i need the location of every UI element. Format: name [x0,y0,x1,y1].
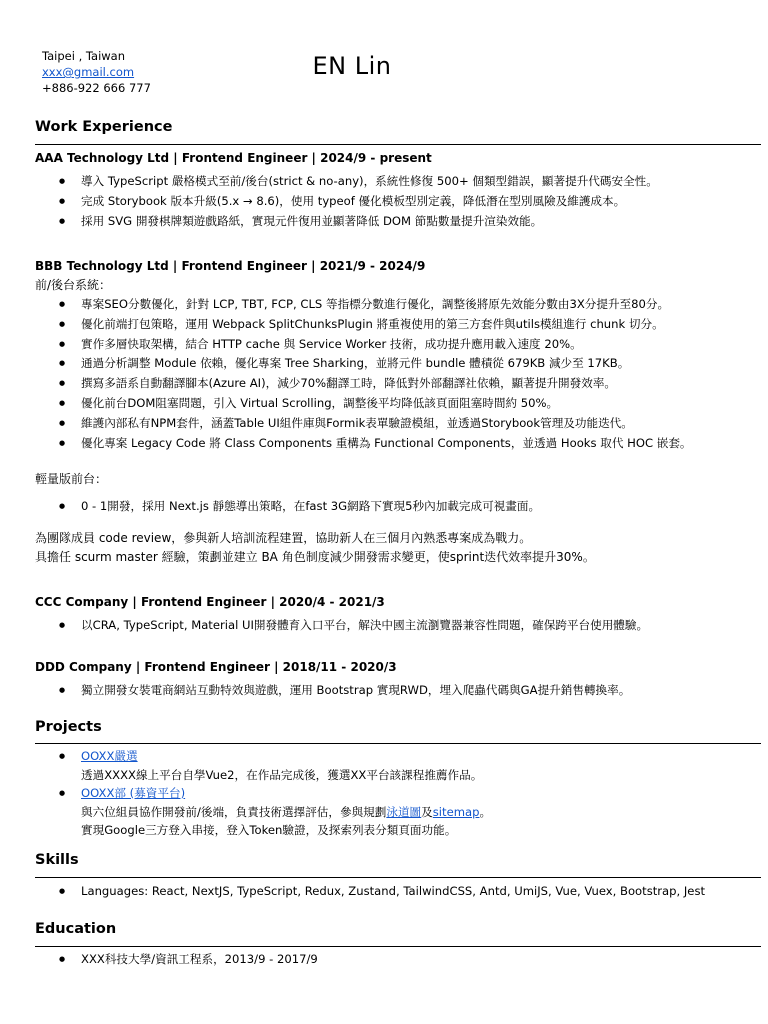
bullet-icon: ● [59,789,66,797]
list-item: ● 通過分析調整 Module 依賴，優化專案 Tree Sharking，並將元件 bundle 體積從 679KB 減少至 17KB。 [59,354,692,374]
project-description: 與六位組員協作開發前/後端，負責技術選擇評估，參與規劃泳道圖及sitemap。 [81,804,492,819]
job-title: DDD Company | Frontend Engineer | 2018/11 - 2020/3 [35,660,397,674]
job-title: CCC Company | Frontend Engineer | 2020/4 - 2021/3 [35,595,385,609]
divider [35,877,761,878]
list-item: ● 導入 TypeScript 嚴格模式至前/後台(strict & no-any)，系統性修復 500+ 個類型錯誤，顯著提升代碼安全性。 [59,172,658,192]
job-title: AAA Technology Ltd | Frontend Engineer | 2024/9 - present [35,151,432,165]
skills-heading: Skills [35,852,79,868]
work-experience-heading: Work Experience [35,119,173,135]
job-subtitle: 前/後台系統： [35,278,112,292]
skills-list [59,882,705,902]
swimlane-link[interactable]: 泳道圖 [386,804,422,819]
projects-list [59,747,491,840]
project-item [59,747,491,766]
list-item: ● 維護內部私有NPM套件，涵蓋Table UI組件庫與Formik表單驗證模組，並透過Storybook管理及功能迭代。 [59,414,692,434]
divider [35,144,761,145]
education-list [59,950,318,970]
list-item: ● 實作多層快取架構，結合 HTTP cache 與 Service Worker 技術，成功提升應用載入速度 20%。 [59,335,692,355]
list-item: ● 以CRA, TypeScript, Material UI開發體育入口平台，解決中國主流瀏覽器兼容性問題，確保跨平台使用體驗。 [59,616,648,636]
list-item: ● 優化專案 Legacy Code 將 Class Components 重構為 Functional Components，並透過 Hooks 取代 HOC 嵌套。 [59,434,692,454]
project-description: 實現Google三方登入串接，登入Token驗證，及探索列表分類頁面功能。 [81,823,457,837]
bullet-icon: ● [59,752,66,760]
list-item: ● 優化前端打包策略，運用 Webpack SplitChunksPlugin 將重複使用的第三方套件與utils模組進行 chunk 切分。 [59,315,692,335]
job-note: 為團隊成員 code review，參與新人培訓流程建置，協助新人在三個月內熟悉專案成為戰力。 [35,531,532,545]
education-heading: Education [35,921,117,937]
job-note: 具擔任 scurm master 經驗，策劃並建立 BA 角色制度減少開發需求變更，使sprint迭代效率提升30%。 [35,550,595,564]
divider [35,743,761,744]
list-item: ● 撰寫多語系自動翻譯腳本(Azure AI)，減少70%翻譯工時，降低對外部翻譯社依賴，顯著提升開發效率。 [59,374,692,394]
phone: +886-922 666 777 [42,81,151,95]
project-link[interactable]: OOXX嚴選 [81,749,138,763]
job-bullets [59,172,658,231]
job-bullets [59,616,648,636]
project-item [59,784,491,803]
name-heading: EN Lin [312,52,392,80]
list-item: ● 獨立開發女裝電商網站互動特效與遊戲，運用 Bootstrap 實現RWD，埋入爬蟲代碼與GA提升銷售轉換率。 [59,681,630,701]
email-link[interactable]: xxx@gmail.com [42,65,135,79]
sitemap-link[interactable]: sitemap [432,804,480,819]
project-description: 透過XXXX線上平台自學Vue2，在作品完成後，獲選XX平台該課程推薦作品。 [81,767,483,782]
list-item: ● Languages: React, NextJS, TypeScript, Redux, Zustand, TailwindCSS, Antd, UmiJS, Vue, Vuex, Bootstrap, Jest [59,882,705,902]
job-subtitle: 輕量版前台： [35,472,108,486]
job-bullets [59,497,540,517]
list-item: ● XXX科技大學/資訊工程系，2013/9 - 2017/9 [59,950,318,970]
list-item: ● 專案SEO分數優化，針對 LCP, TBT, FCP, CLS 等指標分數進行優化，調整後將原先效能分數由3X分提升至80分。 [59,295,692,315]
job-title: BBB Technology Ltd | Frontend Engineer | 2021/9 - 2024/9 [35,259,426,273]
job-bullets [59,681,630,701]
job-bullets [59,295,692,453]
projects-heading: Projects [35,719,102,735]
location: Taipei , Taiwan [42,49,126,63]
list-item: ● 採用 SVG 開發棋牌類遊戲路紙，實現元件復用並顯著降低 DOM 節點數量提升渲染效能。 [59,212,658,232]
project-link[interactable]: OOXX部 (募資平台) [81,786,186,800]
list-item: ● 優化前台DOM阻塞問題，引入 Virtual Scrolling，調整後平均降低該頁面阻塞時間約 50%。 [59,394,692,414]
divider [35,946,761,947]
list-item: ● 0 - 1開發，採用 Next.js 靜態導出策略，在fast 3G網路下實現5秒內加載完成可視畫面。 [59,497,540,517]
list-item: ● 完成 Storybook 版本升級(5.x → 8.6)，使用 typeof 優化模板型別定義，降低潛在型別風險及維護成本。 [59,192,658,212]
